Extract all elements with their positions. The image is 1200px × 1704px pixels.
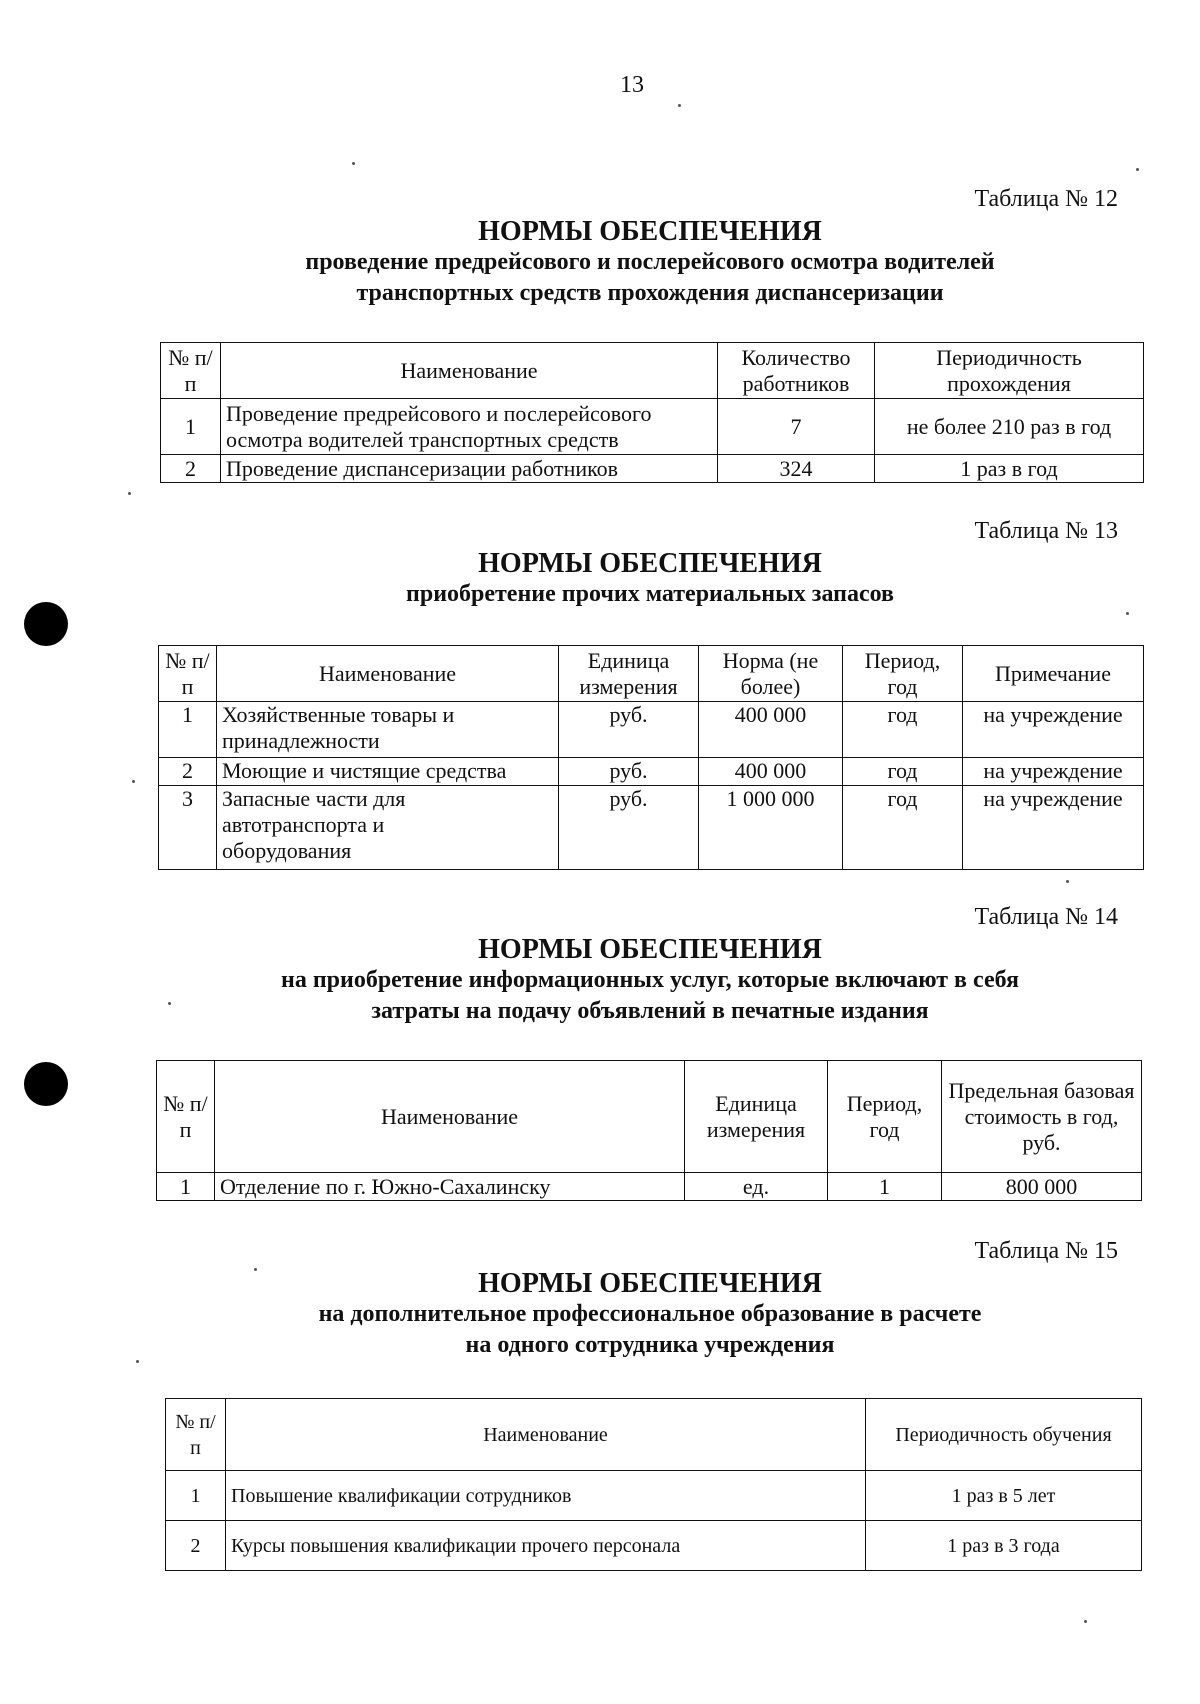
cell-number: 2: [159, 758, 217, 786]
table-header-row: [159, 646, 1144, 702]
scan-speck: [132, 780, 135, 783]
scan-speck: [128, 492, 131, 495]
cell-name: Запасные части для автотранспорта и оборудования: [217, 786, 559, 870]
header-cell-name: Наименование: [226, 1399, 866, 1471]
header-cell-unit: Единица измерения: [559, 646, 699, 702]
cell-number: 1: [159, 702, 217, 758]
cell-name: Отделение по г. Южно-Сахалинску: [215, 1173, 685, 1201]
cell-name: Хозяйственные товары и принадлежности: [217, 702, 559, 758]
header-cell-cost: Предельная базовая стоимость в год, руб.: [942, 1061, 1142, 1173]
table-row: [161, 399, 1144, 455]
table-15-subtitle-line-2: на одного сотрудника учреждения: [465, 1332, 835, 1358]
table-14-heading: [0, 934, 1200, 1027]
table-row: [159, 786, 1144, 870]
table-14-subtitle-line-2: затраты на подачу объявлений в печатные издания: [371, 998, 929, 1024]
cell-unit: руб.: [559, 786, 699, 870]
scan-speck: [1084, 1620, 1087, 1623]
scan-speck: [1126, 612, 1129, 615]
table-15-label: Таблица № 15: [974, 1238, 1118, 1264]
cell-number: 2: [161, 455, 221, 483]
cell-number: 3: [159, 786, 217, 870]
header-cell-number: № п/п: [166, 1399, 226, 1471]
cell-period: 1: [828, 1173, 942, 1201]
cell-note: на учреждение: [963, 702, 1144, 758]
header-cell-number: № п/п: [157, 1061, 215, 1173]
scan-speck: [1066, 880, 1069, 883]
scan-speck: [1136, 168, 1139, 171]
cell-periodicity: 1 раз в 5 лет: [866, 1471, 1142, 1521]
table-13: [158, 645, 1144, 870]
table-12-title: НОРМЫ ОБЕСПЕЧЕНИЯ: [478, 216, 822, 247]
table-15-heading: [0, 1268, 1200, 1361]
header-cell-periodicity: Периодичность обучения: [866, 1399, 1142, 1471]
cell-number: 2: [166, 1521, 226, 1571]
scan-speck: [678, 104, 681, 107]
cell-unit: руб.: [559, 758, 699, 786]
header-cell-period: Период, год: [843, 646, 963, 702]
table-13-label: Таблица № 13: [974, 518, 1118, 544]
table-14: [156, 1060, 1142, 1201]
table-header-row: [161, 343, 1144, 399]
cell-count: 7: [718, 399, 875, 455]
table-14-title: НОРМЫ ОБЕСПЕЧЕНИЯ: [478, 934, 822, 965]
cell-number: 1: [157, 1173, 215, 1201]
header-cell-unit: Единица измерения: [685, 1061, 828, 1173]
header-cell-name: Наименование: [221, 343, 718, 399]
cell-norm: 1 000 000: [699, 786, 843, 870]
cell-number: 1: [166, 1471, 226, 1521]
scan-speck: [254, 1268, 257, 1271]
table-header-row: [157, 1061, 1142, 1173]
cell-norm: 400 000: [699, 758, 843, 786]
cell-period: год: [843, 786, 963, 870]
table-row: [166, 1471, 1142, 1521]
page-number: 13: [620, 72, 644, 98]
header-cell-period: Период, год: [828, 1061, 942, 1173]
cell-number: 1: [161, 399, 221, 455]
cell-name: Проведение диспансеризации работников: [221, 455, 718, 483]
scan-speck: [168, 1002, 171, 1005]
cell-cost: 800 000: [942, 1173, 1142, 1201]
table-12-subtitle-line-1: проведение предрейсового и послерейсового осмотра водителей: [305, 249, 995, 275]
table-15: [165, 1398, 1142, 1571]
table-13-heading: [0, 548, 1200, 610]
cell-name: Проведение предрейсового и послерейсового осмотра водителей транспортных средств: [221, 399, 718, 455]
cell-unit: ед.: [685, 1173, 828, 1201]
cell-name: Курсы повышения квалификации прочего персонала: [226, 1521, 866, 1571]
cell-periodicity: 1 раз в год: [875, 455, 1144, 483]
cell-period: год: [843, 702, 963, 758]
scan-speck: [352, 162, 355, 165]
header-cell-norm: Норма (не более): [699, 646, 843, 702]
table-12: [160, 342, 1144, 483]
cell-name: Моющие и чистящие средства: [217, 758, 559, 786]
table-12-subtitle-line-2: транспортных средств прохождения диспансеризации: [356, 280, 944, 306]
scan-speck: [136, 1360, 139, 1363]
table-row: [159, 758, 1144, 786]
table-13-title: НОРМЫ ОБЕСПЕЧЕНИЯ: [478, 548, 822, 579]
cell-name: Повышение квалификации сотрудников: [226, 1471, 866, 1521]
cell-norm: 400 000: [699, 702, 843, 758]
table-15-title: НОРМЫ ОБЕСПЕЧЕНИЯ: [478, 1268, 822, 1299]
header-cell-note: Примечание: [963, 646, 1144, 702]
table-row: [161, 455, 1144, 483]
cell-unit: руб.: [559, 702, 699, 758]
cell-periodicity: не более 210 раз в год: [875, 399, 1144, 455]
table-row: [157, 1173, 1142, 1201]
header-cell-count: Количество работников: [718, 343, 875, 399]
header-cell-name: Наименование: [217, 646, 559, 702]
table-15-subtitle-line-1: на дополнительное профессиональное образование в расчете: [318, 1301, 982, 1327]
table-12-heading: [0, 216, 1200, 309]
header-cell-periodicity: Периодичность прохождения: [875, 343, 1144, 399]
header-cell-number: № п/п: [159, 646, 217, 702]
table-row: [159, 702, 1144, 758]
header-cell-name: Наименование: [215, 1061, 685, 1173]
table-14-label: Таблица № 14: [974, 904, 1118, 930]
cell-note: на учреждение: [963, 758, 1144, 786]
header-cell-number: № п/п: [161, 343, 221, 399]
cell-periodicity: 1 раз в 3 года: [866, 1521, 1142, 1571]
table-13-subtitle-line-1: приобретение прочих материальных запасов: [406, 581, 894, 607]
cell-period: год: [843, 758, 963, 786]
table-header-row: [166, 1399, 1142, 1471]
table-14-subtitle-line-1: на приобретение информационных услуг, которые включают в себя: [280, 967, 1019, 993]
table-12-label: Таблица № 12: [974, 186, 1118, 212]
table-row: [166, 1521, 1142, 1571]
cell-note: на учреждение: [963, 786, 1144, 870]
cell-count: 324: [718, 455, 875, 483]
punch-hole-bottom: [24, 1062, 68, 1106]
